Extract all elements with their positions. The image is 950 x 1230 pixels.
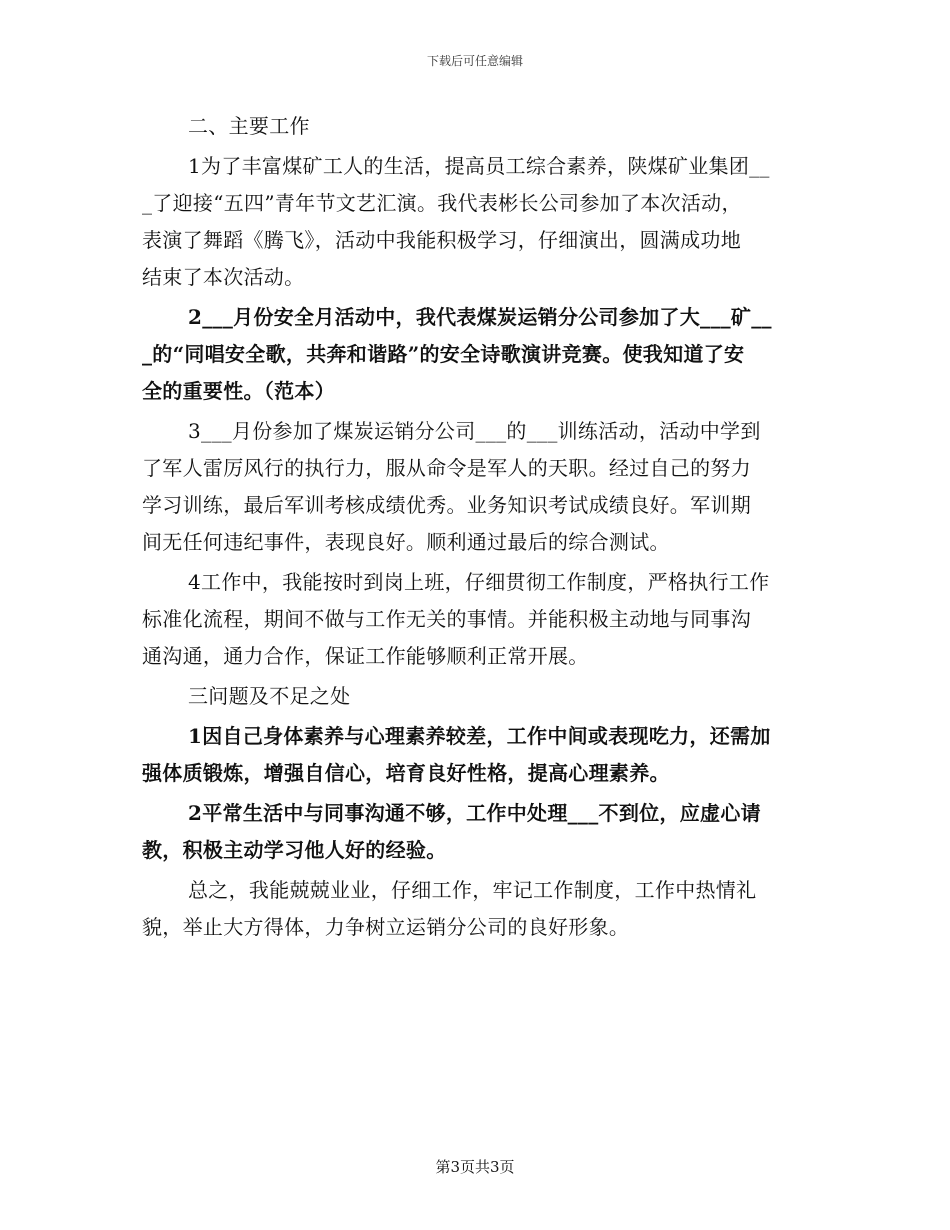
text-line: 3___月份参加了煤炭运销分公司___的___训练活动，活动中学到 [188, 419, 761, 443]
text-line: 1为了丰富煤矿工人的生活，提高员工综合素养，陕煤矿业集团__ [188, 154, 770, 178]
text-line: 了军人雷厉风行的执行力，服从命令是军人的天职。经过自己的努力 [142, 456, 751, 480]
text-line: 学习训练，最后军训考核成绩优秀。业务知识考试成绩良好。军训期 [142, 493, 751, 517]
paragraph-3 [142, 413, 810, 561]
text-line: 结束了本次活动。 [142, 265, 305, 289]
text-line: 教，积极主动学习他人好的经验。 [142, 838, 447, 862]
text-line: _了迎接“五四”青年节文艺汇演。我代表彬长公司参加了本次活动， [142, 191, 742, 215]
text-line: 总之，我能兢兢业业，仔细工作，牢记工作制度，工作中热情礼 [188, 878, 757, 902]
paragraph-1 [142, 148, 810, 296]
paragraph-summary [142, 872, 810, 946]
page-number: 第3页共3页 [435, 1158, 515, 1176]
text-line: 全的重要性。（范本） [142, 379, 335, 403]
text-line: 1因自己身体素养与心理素养较差，工作中间或表现吃力，还需加 [188, 724, 771, 748]
text-line: 三问题及不足之处 [188, 684, 351, 708]
heading-main-work [142, 108, 810, 145]
text-line: 2___月份安全月活动中，我代表煤炭运销分公司参加了大___矿__ [188, 305, 772, 329]
heading-problems [142, 678, 810, 715]
text-line: 貌，举止大方得体，力争树立运销分公司的良好形象。 [142, 915, 630, 939]
header-note: 下载后可任意编辑 [426, 54, 523, 68]
text-line: 标准化流程，期间不做与工作无关的事情。并能积极主动地与同事沟 [142, 607, 751, 631]
text-line: 间无任何违纪事件，表现良好。顺利通过最后的综合测试。 [142, 530, 670, 554]
document-body [142, 108, 810, 949]
text-line: 表演了舞蹈《腾飞》，活动中我能积极学习，仔细演出，圆满成功地 [142, 228, 741, 252]
text-line: 4工作中，我能按时到岗上班，仔细贯彻工作制度，严格执行工作 [188, 570, 770, 594]
paragraph-2 [142, 299, 810, 410]
text-line: 通沟通，通力合作，保证工作能够顺利正常开展。 [142, 644, 589, 668]
text-line: 强体质锻炼，增强自信心，培育良好性格，提高心理素养。 [142, 761, 670, 785]
text-line: _的“同唱安全歌，共奔和谐路”的安全诗歌演讲竞赛。使我知道了安 [142, 342, 745, 366]
paragraph-problem-2 [142, 795, 810, 869]
text-line: 二、主要工作 [188, 114, 310, 138]
paragraph-4 [142, 564, 810, 675]
paragraph-problem-1 [142, 718, 810, 792]
text-line: 2平常生活中与同事沟通不够，工作中处理___不到位，应虚心请 [188, 801, 761, 825]
